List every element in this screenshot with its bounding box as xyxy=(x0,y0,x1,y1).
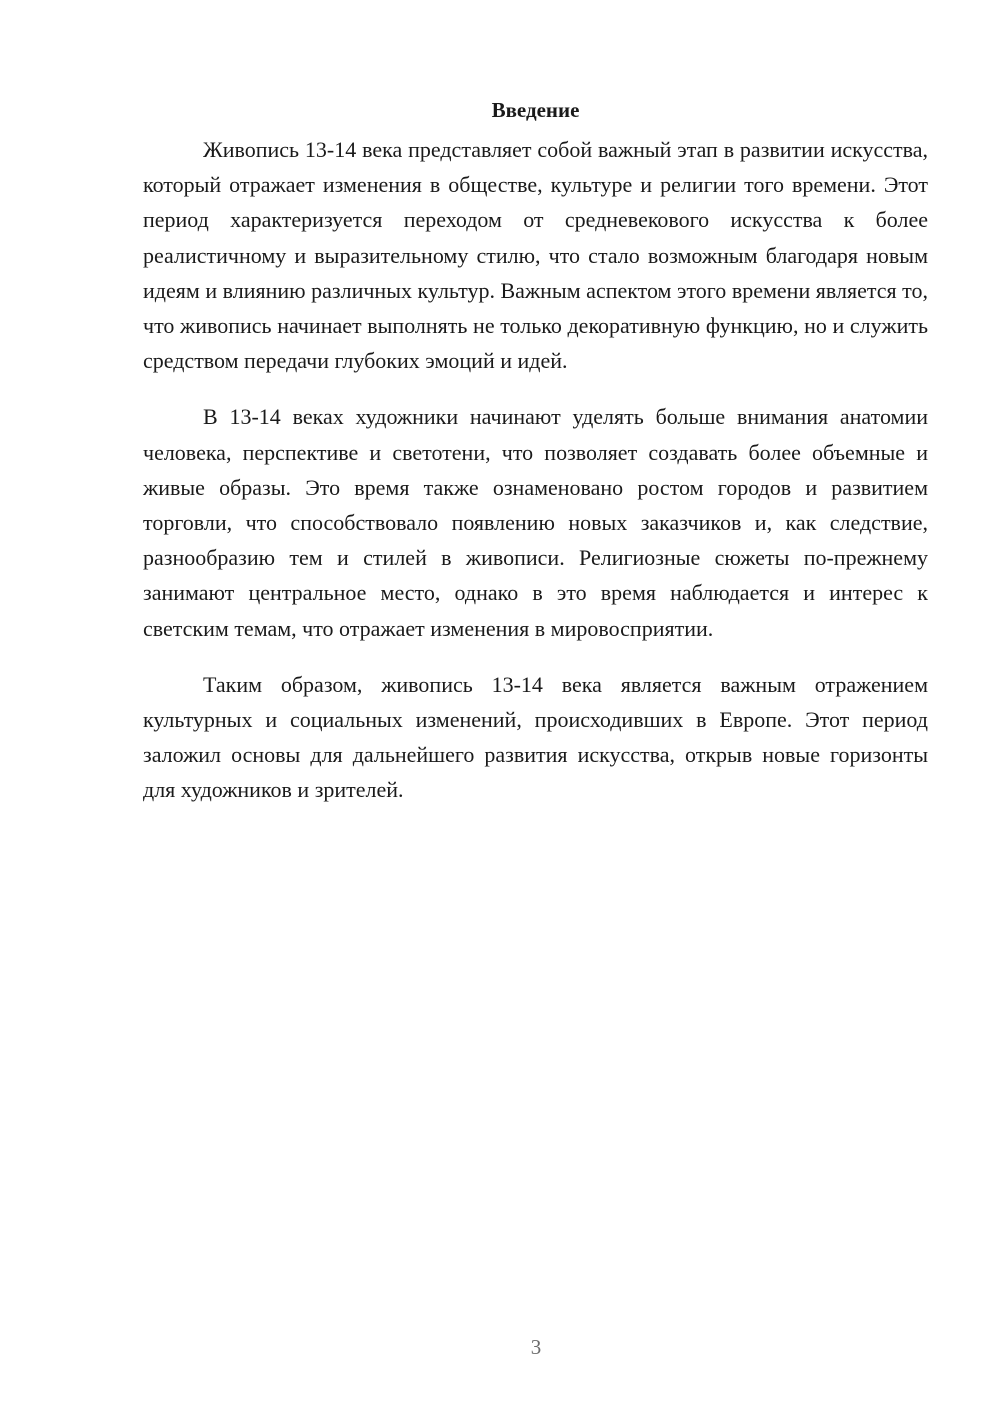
page-number: 3 xyxy=(530,1335,542,1359)
paragraph-1: Живопись 13-14 века представляет собой важный этап в развитии искусства, который отражает изменения в обществе, культуре и религии того времени. Этот период характеризуется переходом от средневекового искусства к более реалистичному и выразительному стилю, что стало возможным благодаря новым идеям и влиянию различных культур. Важным аспектом этого времени является то, что живопись начинает выполнять не только декоративную функцию, но и служить средством передачи глубоких эмоций и идей. xyxy=(143,137,928,374)
paragraph-2: В 13-14 веках художники начинают уделять больше внимания анатомии человека, перспективе и светотени, что позволяет создавать более объемные и живые образы. Это время также ознаменовано ростом городов и развитием торговли, что способствовало появлению новых заказчиков и, как следствие, разнообразию тем и стилей в живописи. Религиозные сюжеты по-прежнему занимают центральное место, однако в это время наблюдается и интерес к светским темам, что отражает изменения в мировосприятии. xyxy=(143,404,928,641)
paragraph-3: Таким образом, живопись 13-14 века является важным отражением культурных и социальных изменений, происходивших в Европе. Этот период заложил основы для дальнейшего развития искусства, открыв новые горизонты для художников и зрителей. xyxy=(143,671,928,803)
section-heading: Введение xyxy=(491,98,580,122)
page-content xyxy=(143,92,928,808)
